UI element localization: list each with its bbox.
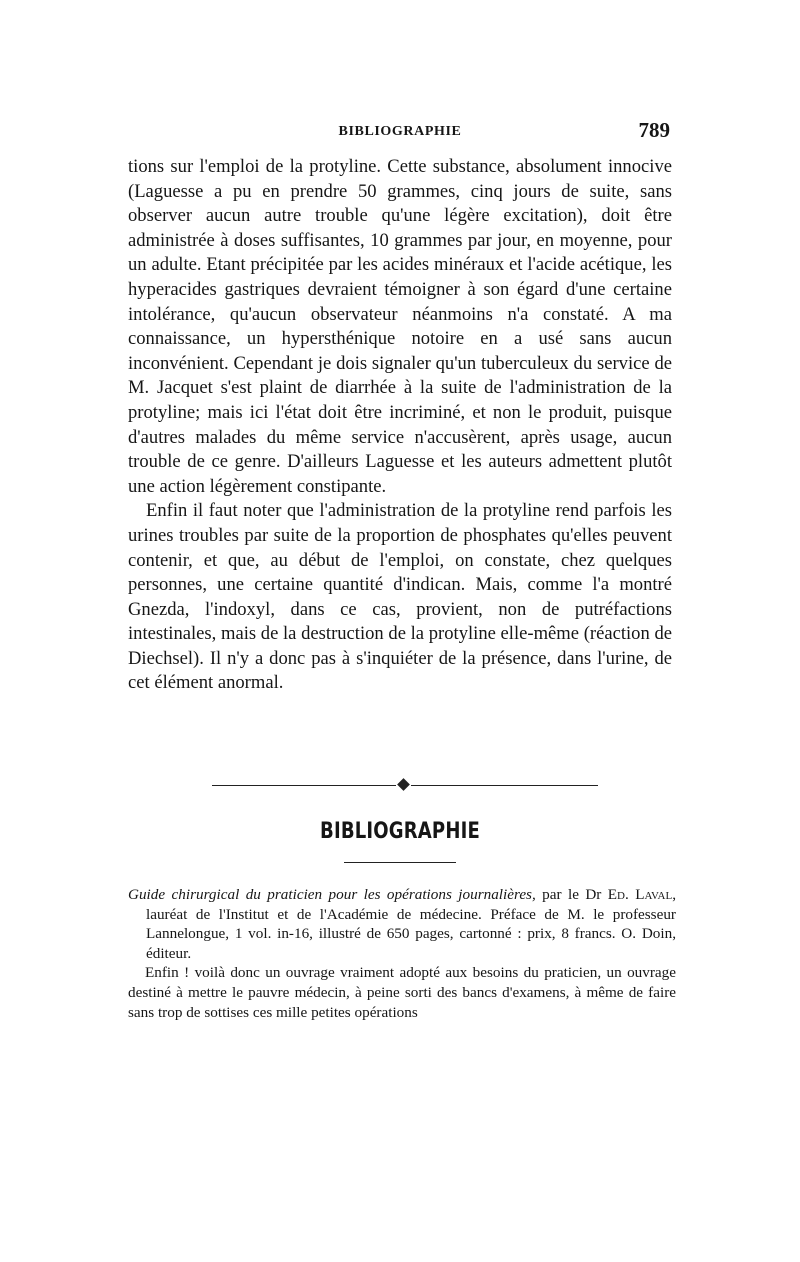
section-title: BIBLIOGRAPHIE: [320, 819, 480, 844]
book-review: [128, 885, 676, 1022]
paragraph-urine-effects: Enfin il faut noter que l'administration de la protyline rend parfois les urines troubles par suite de la proportion de phosphates qu'elles peuvent contenir, et que, au début de l'emploi, on constate, chez quelques personnes, une certaine quantité d'indican. Mais, comme l'a montré Gnezda, l'indoxyl, dans ce cas, provient, non de putréfactions intestinales, mais de la destruction de la protyline elle-même (réaction de Diechsel). Il n'y a donc pas à s'inquiéter de la présence, dans l'urine, de cet élément anormal.: [128, 500, 672, 694]
citation-by: par le: [535, 886, 586, 903]
section-title-rule: [344, 862, 456, 863]
book-citation: [128, 885, 676, 963]
book-title: Guide chirurgical du praticien pour les opérations journalières,: [128, 886, 536, 903]
author-name: Ed. Laval,: [601, 886, 676, 903]
diamond-ornament-icon: [397, 778, 410, 791]
citation-details: lauréat de l'Institut et de l'Académie de médecine. Préface de M. le professeur Lannelongue, 1 vol. in-16, illustré de 650 pages, cartonné : prix, 8 francs. O. Doin, éditeur.: [146, 905, 676, 962]
running-head: [128, 118, 672, 146]
paragraph-protyline-tolerance: tions sur l'emploi de la protyline. Cette substance, absolument innocive (Laguesse a pu en prendre 50 grammes, cinq jours de suite, sans observer aucun autre trouble qu'une légère excitation), doit être administrée à doses suffisantes, 10 grammes par jour, en moyenne, pour un adulte. Etant précipitée par les acides minéraux et l'acide acétique, les hyperacides gastriques devraient témoigner à son égard d'une certaine intolérance, qu'aucun observateur néanmoins n'a constaté. A ma connaissance, un hypersthénique notoire en a usé sans aucun inconvénient. Cependant je dois signaler qu'un tuberculeux du service de M. Jacquet s'est plaint de diarrhée à la suite de l'administration de la protyline; mais ici l'état doit être incriminé, et non le produit, puisque d'autres malades du même service n'accusèrent, après usage, aucun trouble de ce genre. D'ailleurs Laguesse et les auteurs admettent plutôt une action légèrement constipante.: [128, 156, 672, 497]
divider-rule-right: [411, 785, 598, 786]
author-title: Dr: [585, 886, 602, 903]
body-text: [128, 155, 672, 696]
page-number: 789: [638, 118, 670, 142]
review-text: Enfin ! voilà donc un ouvrage vraiment adopté aux besoins du praticien, un ouvrage destiné à mettre le pauvre médecin, à peine sorti des bancs d'examens, à même de faire sans trop de sottises ces mille petites opérations: [128, 964, 676, 1021]
running-title: BIBLIOGRAPHIE: [338, 124, 462, 139]
divider-rule-left: [212, 785, 396, 786]
section-divider-ornament: [212, 779, 598, 793]
